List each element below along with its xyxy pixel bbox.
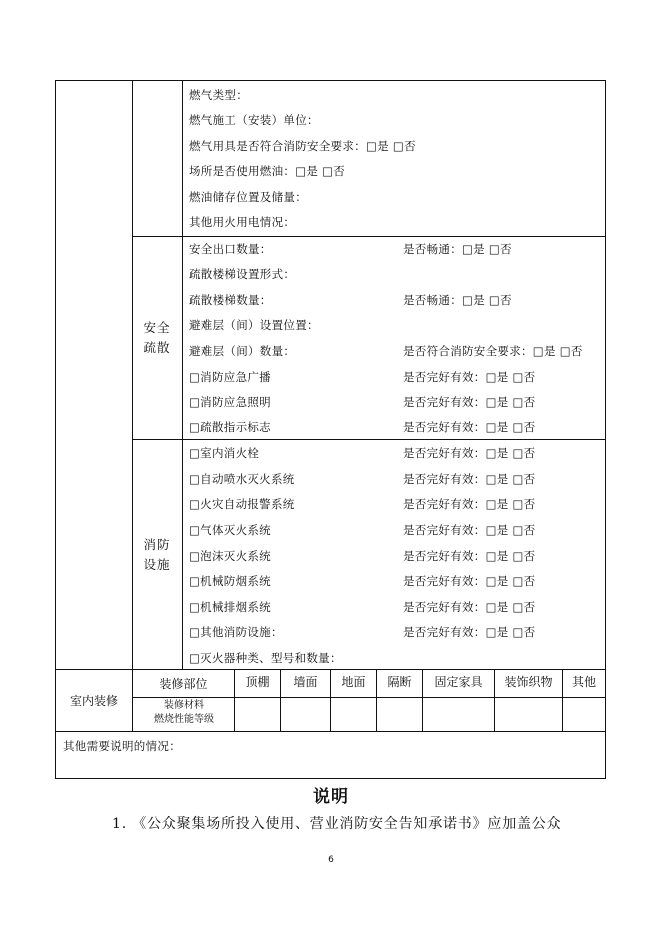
gas-line: 燃气施工（安装）单位：	[189, 113, 319, 127]
table-border-left	[55, 80, 56, 779]
evac-item: 避难层（间）设置位置：	[189, 318, 319, 332]
page-number: 6	[328, 855, 334, 865]
fire-item: □气体灭火系统	[189, 523, 271, 537]
section-divider-evac	[132, 439, 606, 440]
decor-material-header-1: 装修材料	[164, 700, 204, 711]
decor-material-header-2: 燃烧性能等级	[154, 714, 214, 725]
gas-line: 燃气用具是否符合消防安全要求：□是 □否	[189, 139, 416, 153]
fire-item: □火灾自动报警系统	[189, 497, 295, 511]
decor-column-header: 装饰织物	[504, 675, 553, 689]
fire-check: 是否完好有效：□是 □否	[403, 472, 536, 486]
fire-category-label: 消防 设施	[143, 537, 171, 572]
decor-bottom-line	[55, 731, 606, 732]
evac-check: 是否畅通：□是 □否	[403, 242, 512, 256]
evac-item: □消防应急广播	[189, 370, 271, 384]
decor-column-header: 地面	[341, 675, 366, 689]
decor-column-header: 顶棚	[245, 675, 270, 689]
table-border-bottom	[55, 778, 606, 779]
evac-item: 疏散楼梯设置形式：	[189, 267, 296, 281]
col-divider-2	[182, 80, 183, 669]
fire-item: □机械排烟系统	[189, 600, 271, 614]
fire-check: 是否完好有效：□是 □否	[403, 625, 536, 639]
fire-check: 是否完好有效：□是 □否	[403, 574, 536, 588]
fire-item: □泡沫灭火系统	[189, 549, 271, 563]
table-border-right	[605, 80, 606, 779]
evac-check: 是否完好有效：□是 □否	[403, 395, 536, 409]
gas-line: 燃油储存位置及储量：	[189, 190, 307, 204]
fire-check: 是否完好有效：□是 □否	[403, 523, 536, 537]
gas-line: 其他用火用电情况：	[189, 215, 296, 229]
evac-check: 是否符合消防安全要求：□是 □否	[403, 344, 583, 358]
evac-item: 疏散楼梯数量：	[189, 293, 272, 307]
decor-column-header: 隔断	[387, 675, 412, 689]
decor-middle-line	[132, 697, 606, 698]
gas-line: 场所是否使用燃油：□是 □否	[189, 164, 346, 178]
fire-check: 是否完好有效：□是 □否	[403, 600, 536, 614]
evac-category-label: 安全 疏散	[143, 320, 171, 355]
decor-column-header: 固定家具	[434, 675, 483, 689]
evac-check: 是否完好有效：□是 □否	[403, 370, 536, 384]
decor-label: 室内装修	[69, 694, 118, 708]
evac-item: 避难层（间）数量：	[189, 344, 296, 358]
table-border-top	[55, 80, 606, 81]
fire-item: □自动喷水灭火系统	[189, 472, 295, 486]
fire-item: □室内消火栓	[189, 446, 260, 460]
gas-line: 燃气类型：	[189, 88, 248, 102]
fire-item: □灭火器种类、型号和数量：	[189, 651, 342, 665]
fire-item: □其他消防设施：	[189, 625, 283, 639]
fire-item: □机械防烟系统	[189, 574, 271, 588]
notes-item-1: 1. 《公众聚集场所投入使用、营业消防安全告知承诺书》应加盖公众	[112, 816, 562, 832]
fire-check: 是否完好有效：□是 □否	[403, 549, 536, 563]
evac-check: 是否畅通：□是 □否	[403, 293, 512, 307]
evac-item: 安全出口数量：	[189, 242, 272, 256]
section-divider-gas	[132, 236, 606, 237]
fire-check: 是否完好有效：□是 □否	[403, 497, 536, 511]
evac-item: □疏散指示标志	[189, 420, 271, 434]
decor-column-header: 其他	[571, 675, 596, 689]
decor-column-header: 墙面	[293, 675, 318, 689]
decor-part-header: 装修部位	[159, 677, 208, 691]
fire-check: 是否完好有效：□是 □否	[403, 446, 536, 460]
evac-check: 是否完好有效：□是 □否	[403, 420, 536, 434]
notes-title: 说明	[313, 787, 349, 807]
evac-item: □消防应急照明	[189, 395, 271, 409]
other-notes-label: 其他需要说明的情况：	[63, 739, 181, 753]
col-divider-1	[132, 80, 133, 669]
